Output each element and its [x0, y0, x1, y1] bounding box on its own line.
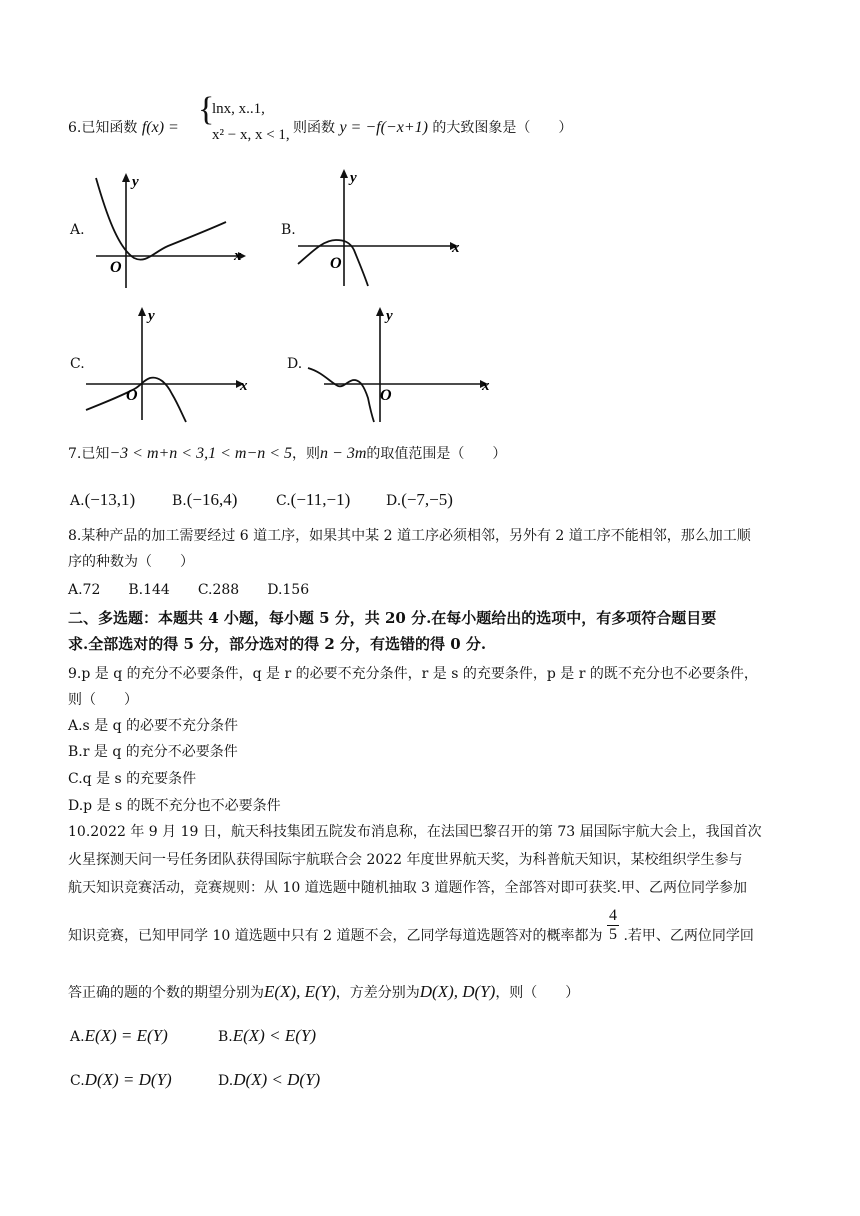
q7-option-b[interactable] [172, 490, 237, 510]
axis-x-label: x [452, 240, 460, 256]
option-value: E(X) = E(Y) [84, 1026, 168, 1045]
q6-piecewise: { lnx, x..1, x² − x, x < 1, [198, 91, 290, 143]
q7-expr: n − 3m [320, 445, 367, 462]
q10-fraction [607, 907, 619, 944]
q6-stem-tail [293, 118, 572, 138]
q6-option-a-label[interactable]: A. [70, 222, 85, 238]
axis-x-label: x [234, 248, 242, 264]
q10-line3: 航天知识竞赛活动，竞赛规则：从 10 道选题中随机抽取 3 道题作答，全部答对即可获奖.甲、乙两位同学参加 [68, 880, 747, 896]
option-value: (−16,4) [186, 490, 238, 509]
q10-line4a: 知识竞赛，已知甲同学 10 道选题中只有 2 道题不会，乙同学每道选题答对的概率都为 [68, 928, 603, 944]
option-value: D(X) < D(Y) [233, 1070, 321, 1089]
axis-y-label: y [386, 308, 393, 324]
option-label: D. [218, 1073, 234, 1089]
option-label: B. [218, 1029, 233, 1045]
q6-option-c-label[interactable]: C. [70, 356, 85, 372]
q9-option-c[interactable]: C.q 是 s 的充要条件 [68, 771, 197, 787]
q7-option-d[interactable] [386, 490, 453, 510]
q7-stem [68, 444, 506, 464]
q8-line2: 序的种数为（ ） [68, 554, 194, 570]
q7-suffix: 的取值范围是（ ） [366, 446, 507, 462]
q6-graph-d[interactable] [304, 302, 494, 427]
option-label: C. [276, 493, 291, 509]
q6-graph-c[interactable] [82, 302, 257, 427]
origin-label: O [380, 387, 392, 404]
q10-line5e: ，则（ ） [495, 985, 580, 1001]
option-label: A. [70, 1029, 85, 1045]
q6-graph-b[interactable] [294, 164, 469, 294]
axis-y-label: y [148, 308, 155, 324]
q9-line1: 9.p 是 q 的充分不必要条件，q 是 r 的必要不充分条件，r 是 s 的充要条件，p 是 r 的既不充分也不必要条件， [68, 666, 758, 682]
q6-suffix: 的大致图象是（ ） [432, 120, 573, 136]
q6-option-b-label[interactable]: B. [281, 222, 296, 238]
section2-heading-line2: 求.全部选对的得 5 分，部分选对的得 2 分，有选错的得 0 分. [68, 635, 487, 653]
axis-x-label: x [240, 378, 248, 394]
origin-label: O [110, 259, 122, 276]
q6-case1: lnx, x..1, [212, 101, 265, 117]
q6-stem [68, 118, 179, 138]
q7-option-a[interactable] [70, 490, 135, 510]
q6-prefix: 6.已知函数 [68, 120, 138, 136]
q9-line2: 则（ ） [68, 692, 138, 708]
q10-option-a[interactable] [70, 1026, 168, 1046]
q6-func: f(x) = [141, 119, 179, 136]
q10-line5c: ，方差分别为 [335, 985, 420, 1001]
q10-variances: D(X), D(Y) [419, 982, 496, 1001]
option-label: A. [70, 493, 85, 509]
axis-y-label: y [132, 174, 139, 190]
origin-label: O [330, 255, 342, 272]
fraction-numerator: 4 [608, 906, 617, 924]
q7-mid: ，则 [292, 446, 321, 462]
q10-expectations: E(X), E(Y) [264, 982, 336, 1001]
q9-option-d[interactable]: D.p 是 s 的既不充分也不必要条件 [68, 798, 281, 814]
q10-line4b: .若甲、乙两位同学回 [623, 928, 754, 944]
q6-mid: 则函数 [293, 120, 335, 136]
q10-option-d[interactable] [218, 1070, 320, 1090]
q10-line5 [68, 982, 579, 1003]
q9-option-b[interactable]: B.r 是 q 的充分不必要条件 [68, 744, 238, 760]
option-value: (−11,−1) [290, 490, 351, 509]
axis-x-label: x [482, 378, 490, 394]
option-value: E(X) < E(Y) [232, 1026, 316, 1045]
fraction-denominator: 5 [608, 925, 617, 943]
q8-options[interactable]: A.72 B.144 C.288 D.156 [68, 582, 310, 598]
origin-label: O [126, 387, 138, 404]
q9-option-a[interactable]: A.s 是 q 的必要不充分条件 [68, 718, 239, 734]
q6-option-d-label[interactable]: D. [287, 356, 303, 372]
q10-line5a: 答正确的题的个数的期望分别为 [68, 985, 264, 1001]
q10-option-c[interactable] [70, 1070, 172, 1090]
option-label: D. [386, 493, 402, 509]
q6-graph-a[interactable] [88, 168, 258, 293]
option-value: (−13,1) [84, 490, 136, 509]
q7-prefix: 7.已知 [68, 446, 110, 462]
q6-target: y = −f(−x+1) [339, 119, 428, 136]
option-label: C. [70, 1073, 85, 1089]
option-label: B. [172, 493, 187, 509]
q6-case2: x² − x, x < 1, [212, 127, 290, 143]
option-value: D(X) = D(Y) [84, 1070, 172, 1089]
q10-line4 [68, 906, 754, 946]
q10-line2: 火星探测天问一号任务团队获得国际宇航联合会 2022 年度世界航天奖，为科普航天知识，某校组织学生参与 [68, 852, 743, 868]
option-value: (−7,−5) [401, 490, 453, 509]
axis-y-label: y [350, 170, 357, 186]
section2-heading-line1: 二、多选题：本题共 4 小题，每小题 5 分，共 20 分.在每小题给出的选项中，有多项符合题目要 [68, 609, 717, 627]
q10-option-b[interactable] [218, 1026, 316, 1046]
q7-option-c[interactable] [276, 490, 350, 510]
q10-line1: 10.2022 年 9 月 19 日，航天科技集团五院发布消息称，在法国巴黎召开的第 73 届国际宇航大会上，我国首次 [68, 824, 762, 840]
q7-condition: −3 < m+n < 3,1 < m−n < 5 [109, 445, 293, 462]
q8-line1: 8.某种产品的加工需要经过 6 道工序，如果其中某 2 道工序必须相邻，另外有 2 道工序不能相邻，那么加工顺 [68, 528, 751, 544]
